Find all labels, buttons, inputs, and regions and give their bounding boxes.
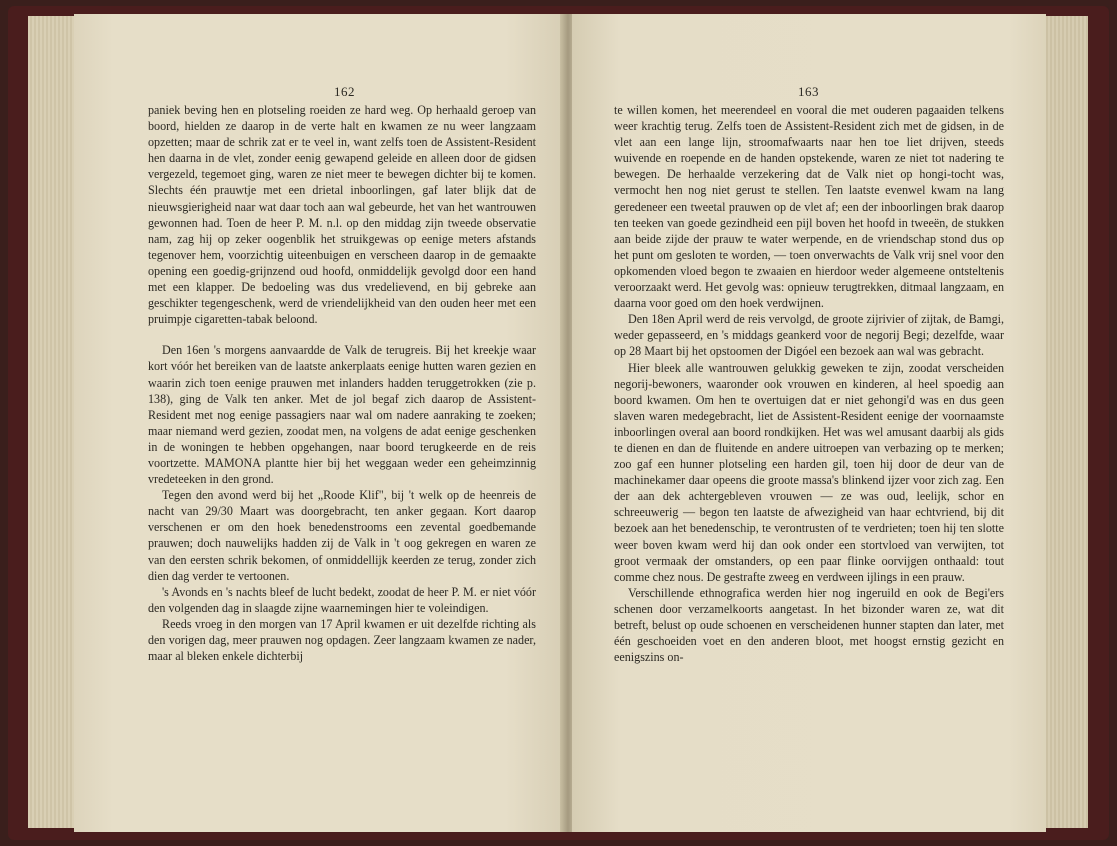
paragraph: Verschillende ethnografica werden hier nog ingeruild en ook de Begi'ers schenen door verzamelkoorts aangetast. In het bizonder waren ze, wat dit betreft, belust op oude schoenen en verscheidenen hunner stapten dan later, met één geschoeiden voet en den anderen bloot, met hoogst ernstig gezicht en eenigszins on-: [614, 585, 1004, 665]
paragraph: te willen komen, het meerendeel en vooral die met ouderen pagaaiden telkens weer krachtig terug. Zelfs toen de Assistent-Resident zich met de gidsen, in de vlet aan een lange lijn, stroomafwaarts naar hen toe liet drijven, steeds wuivende en roepende en de handen opstekende, waren ze niet tot nadering te bewegen. De herhaalde verzekering dat de Valk niet op hongi-tocht was, vermocht hen nog niet gerust te stellen. Ten laatste evenwel kwam na lang geredeneer een tweetal prauwen op de vlet af; een der inboorlingen brak daarop ten teeken van goede gezindheid een pijl boven het hoofd in tweeën, de stukken aan beide zijde der prauw te water werpende, en de vriendschap stond dus op het punt om gesloten te worden, — toen onverwachts de Valk vrij snel voor den opkomenden vloed begon te zwaaien en hierdoor weder algemeene ontsteltenis veroorzaakt werd. Het gevolg was: opnieuw terugtrekken, ditmaal langzaam, en daarna voor goed om den hoek verdwijnen.: [614, 103, 1004, 311]
paragraph: paniek beving hen en plotseling roeiden ze hard weg. Op herhaald geroep van boord, hielden ze daarop in de verte halt en kwamen ze nu weer langzaam opzetten; maar de schrik zat er te veel in, want zelfs toen de Assistent-Resident hen daarna in de vlet, zonder eenig gewapend geleide en alleen door de gidsen vergezeld, tegemoet ging, waren ze niet meer te bewegen dichter bij te komen. Slechts één prauwtje met een drietal inboorlingen, gaf later blijk dat de nieuwsgierigheid naar wat daar toch aan wal gebeurde, het van het wantrouwen gewonnen had. Toen de heer P. M. n.l. op den middag zijn tweede observatie nam, zag hij op zeker oogenblik het struikgewas op eenige meters afstands tegenover hem, voorzichtig uiteenbuigen en verscheen daarop in de gemaakte opening een goedig-grijnzend oud hoofd, onmiddelijk gevolgd door een hand met een klapper. De bedoeling was dus vredelievend, en bij gebreke aan geschikter tegengeschenk, werd de vriendelijkheid van den ouden heer met een pruimpje cigaretten-tabak beloond.: [148, 103, 536, 327]
paragraph: 's Avonds en 's nachts bleef de lucht bedekt, zoodat de heer P. M. er niet vóór den volgenden dag in slaagde zijne waarnemingen hier te voleindigen.: [148, 584, 536, 615]
page-number-right: 163: [798, 84, 819, 99]
paragraph: Den 18en April werd de reis vervolgd, de groote zijrivier of zijtak, de Bamgi, weder gepasseerd, en 's middags geankerd voor de negorij Begi; dezelfde, waar op 28 Maart bij het opstoomen der Digóel een bezoek aan wal was gebracht.: [614, 312, 1004, 359]
paragraph: Reeds vroeg in den morgen van 17 April kwamen er uit dezelfde richting als den vorigen dag, meer prauwen nog opdagen. Zeer langzaam kwamen ze nader, maar al bleken enkele dichterbij: [148, 616, 536, 664]
right-page: [572, 14, 1046, 832]
page-number-left: 162: [334, 84, 355, 99]
left-page: [74, 14, 564, 832]
paragraph: Hier bleek alle wantrouwen gelukkig geweken te zijn, zoodat verscheiden negorij-bewoners, waaronder ook vrouwen en kinderen, al heel spoedig aan boord kwamen. Om hen te overtuigen dat er niet gehongi'd was en dus geen slaven waren medegebracht, liet de Assistent-Resident eenige der voornaamste inboorlingen overal aan boord rondkijken. Het was wel amusant daarbij als gids te dienen en dan de fluitende en andere uitroepen van verbazing op te merken; zoo gaf een hunner plotseling een harden gil, toen hij door de deur van de machinekamer daar opeens die groote massa's blinkend ijzer voor zich zag. Een der aan dek achtergebleven vrouwen — ze was oud, leelijk, schor en schreeuwerig — begon ten laatste de afwezigheid van haar echtvriend, bij dit bezoek aan het benedenschip, te verontrusten of te verdrieten; toen hij ten slotte weer boven kwam werd hij dan ook onder een stortvloed van verwijten, tot groot vermaak der omstanders, op een paar flinke oorvijgen onthaald: tout comme chez nous. De gestrafte zweeg en verdween ijlings in een prauw.: [614, 360, 1004, 584]
page-edges-left: [28, 16, 78, 828]
paragraph: Tegen den avond werd bij het „Roode Klif", bij 't welk op de heenreis de nacht van 29/30 Maart was doorgebracht, ten anker gegaan. Kort daarop verschenen er om den hoek benedenstrooms een zevental goedbemande prauwen; doch nauwelijks hadden zij de Valk in 't oog gekregen en waren ze van den eersten schrik bekomen, of onmiddellijk keerden ze terug, zonder zich dien dag verder te vertoonen.: [148, 488, 536, 583]
paragraph: Den 16en 's morgens aanvaardde de Valk de terugreis. Bij het kreekje waar kort vóór het bereiken van de laatste ankerplaats eenige hutten waren gezien en waarin zich toen eenige prauwen met inlanders hadden teruggetrokken (zie p. 138), ging de Valk ten anker. Met de jol begaf zich daarop de Assistent-Resident met nog eenige passagiers naar wal om nadere aanraking te zoeken; maar niemand werd gezien, zoodat men, na volgens de adat eenige geschenken in de woningen te hebben opgehangen, naar boord terugkeerde en de reis voortzette. MAMONA plantte hier bij het weggaan weder een geheimzinnig vredeteeken in den grond.: [148, 343, 536, 487]
right-page-text: [614, 102, 1004, 665]
page-edges-right: [1040, 16, 1088, 828]
left-page-text: [148, 102, 536, 664]
